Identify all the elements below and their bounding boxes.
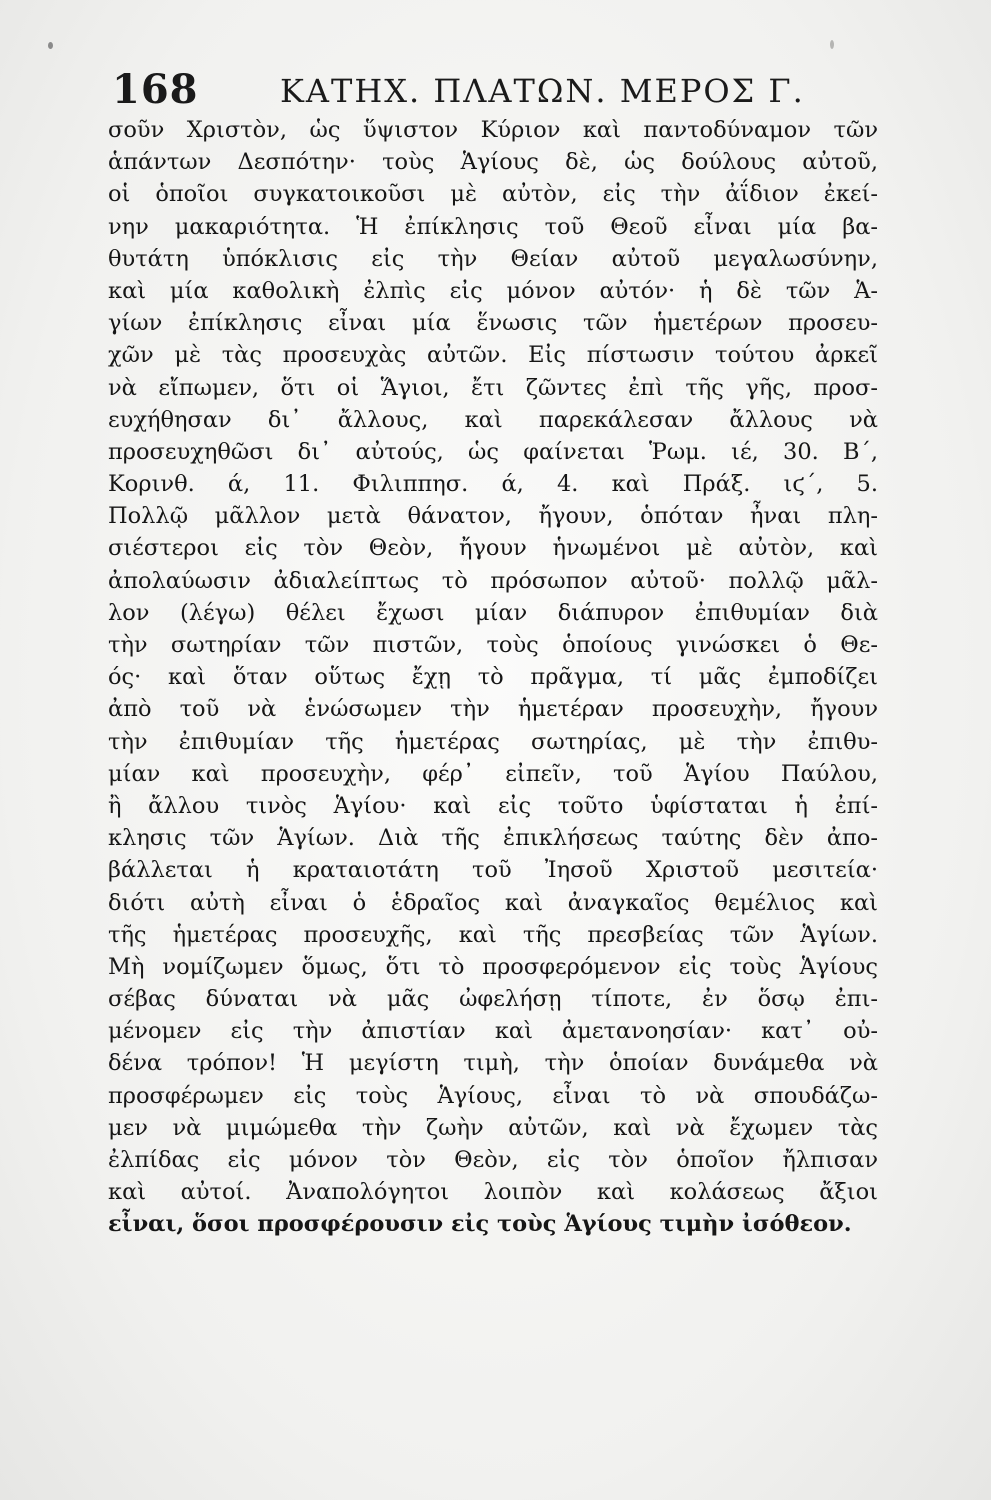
text-line: γίων ἐπίκλησις εἶναι μία ἕνωσις τῶν ἡμετέρων προσευ- <box>108 310 878 337</box>
text-line: Κορινθ. ά, 11. Φιλιππησ. ά, 4. καὶ Πράξ. ιϛ΄, 5. <box>108 471 878 498</box>
text-line: τῆς ἡμετέρας προσευχῆς, καὶ τῆς πρεσβείας τῶν Ἁγίων. <box>108 921 878 948</box>
text-line: ἀπὸ τοῦ νὰ ἑνώσωμεν τὴν ἡμετέραν προσευχὴν, ἤγουν <box>108 696 878 723</box>
text-line: ἁπάντων Δεσπότην· τοὺς Ἁγίους δὲ, ὡς δούλους αὐτοῦ, <box>108 149 878 176</box>
ink-speck <box>48 42 53 49</box>
text-line: χῶν μὲ τὰς προσευχὰς αὐτῶν. Εἰς πίστωσιν τούτου ἀρκεῖ <box>108 342 878 369</box>
text-line: ἢ ἄλλου τινὸς Ἁγίου· καὶ εἰς τοῦτο ὑφίσταται ἡ ἐπί- <box>108 792 878 819</box>
text-line: τὴν ἐπιθυμίαν τῆς ἡμετέρας σωτηρίας, μὲ τὴν ἐπιθυ- <box>108 728 878 755</box>
page-header <box>112 62 872 112</box>
text-line: τὴν σωτηρίαν τῶν πιστῶν, τοὺς ὁποίους γινώσκει ὁ Θε- <box>108 632 878 658</box>
body-text <box>108 114 878 1241</box>
text-line: νην μακαριότητα. Ἡ ἐπίκλησις τοῦ Θεοῦ εἶναι μία βα- <box>108 213 878 240</box>
text-line: ός· καὶ ὅταν οὕτως ἔχῃ τὸ πρᾶγμα, τί μᾶς ἐμποδίζει <box>108 664 878 691</box>
text-line: νὰ εἴπωμεν, ὅτι οἱ Ἅγιοι, ἔτι ζῶντες ἐπὶ τῆς γῆς, προσ- <box>108 374 878 401</box>
text-line: προσφέρωμεν εἰς τοὺς Ἁγίους, εἶναι τὸ νὰ σπουδάζω- <box>108 1082 878 1109</box>
text-line: σιέστεροι εἰς τὸν Θεὸν, ἤγουν ἡνωμένοι μὲ αὐτὸν, καὶ <box>108 535 878 562</box>
text-line: σέβας δύναται νὰ μᾶς ὠφελήσῃ τίποτε, ἐν ὅσῳ ἐπι- <box>108 986 878 1013</box>
text-line: καὶ μία καθολικὴ ἐλπὶς εἰς μόνον αὐτόν· ἡ δὲ τῶν Ἁ- <box>108 277 878 304</box>
text-line: ἐλπίδας εἰς μόνον τὸν Θεὸν, εἰς τὸν ὁποῖον ἤλπισαν <box>108 1147 878 1173</box>
text-line: οἱ ὁποῖοι συγκατοικοῦσι μὲ αὐτὸν, εἰς τὴν ἀΐδιον ἐκεί- <box>108 181 878 208</box>
page-number: 168 <box>112 66 199 113</box>
text-line: κλησις τῶν Ἁγίων. Διὰ τῆς ἐπικλήσεως ταύτης δὲν ἀπο- <box>108 825 878 852</box>
text-line: θυτάτη ὑπόκλισις εἰς τὴν Θείαν αὐτοῦ μεγαλωσύνην, <box>108 245 878 272</box>
text-line: μίαν καὶ προσευχὴν, φέρ᾽ εἰπεῖν, τοῦ Ἁγίου Παύλου, <box>108 760 878 787</box>
text-line-final: εἶναι, ὅσοι προσφέρουσιν εἰς τοὺς Ἁγίους τιμὴν ἰσόθεον. <box>108 1211 852 1238</box>
text-line: καὶ αὐτοί. Ἀναπολόγητοι λοιπὸν καὶ κολάσεως ἄξιοι <box>108 1179 878 1206</box>
text-line: μεν νὰ μιμώμεθα τὴν ζωὴν αὐτῶν, καὶ νὰ ἔχωμεν τὰς <box>108 1114 878 1141</box>
text-line: βάλλεται ἡ κραταιοτάτη τοῦ Ἰησοῦ Χριστοῦ μεσιτεία· <box>108 857 878 884</box>
text-line: διότι αὐτὴ εἶναι ὁ ἑδραῖος καὶ ἀναγκαῖος θεμέλιος καὶ <box>108 889 878 916</box>
running-head: ΚΑΤΗΧ. ΠΛΑΤΩΝ. ΜΕΡΟΣ Γ. <box>280 72 805 110</box>
text-line: Πολλῷ μᾶλλον μετὰ θάνατον, ἤγουν, ὁπόταν ἦναι πλη- <box>108 503 878 530</box>
text-line: λον (λέγω) θέλει ἔχωσι μίαν διάπυρον ἐπιθυμίαν διὰ <box>108 599 878 626</box>
text-line: ευχήθησαν δι᾽ ἄλλους, καὶ παρεκάλεσαν ἄλλους νὰ <box>108 406 878 433</box>
text-line: προσευχηθῶσι δι᾽ αὐτούς, ὡς φαίνεται Ῥωμ. ιέ, 30. Β΄, <box>108 438 878 465</box>
ink-speck <box>830 40 834 49</box>
text-line: δένα τρόπον! Ἡ μεγίστη τιμὴ, τὴν ὁποίαν δυνάμεθα νὰ <box>108 1050 878 1077</box>
text-line: ἀπολαύωσιν ἀδιαλείπτως τὸ πρόσωπον αὐτοῦ· πολλῷ μᾶλ- <box>108 567 878 594</box>
text-line: μένομεν εἰς τὴν ἀπιστίαν καὶ ἀμετανοησίαν· κατ᾽ οὐ- <box>108 1018 878 1045</box>
text-line: Μὴ νομίζωμεν ὅμως, ὅτι τὸ προσφερόμενον εἰς τοὺς Ἁγίους <box>108 953 878 980</box>
text-line: σοῦν Χριστὸν, ὡς ὕψιστον Κύριον καὶ παντοδύναμον τῶν <box>108 117 878 143</box>
